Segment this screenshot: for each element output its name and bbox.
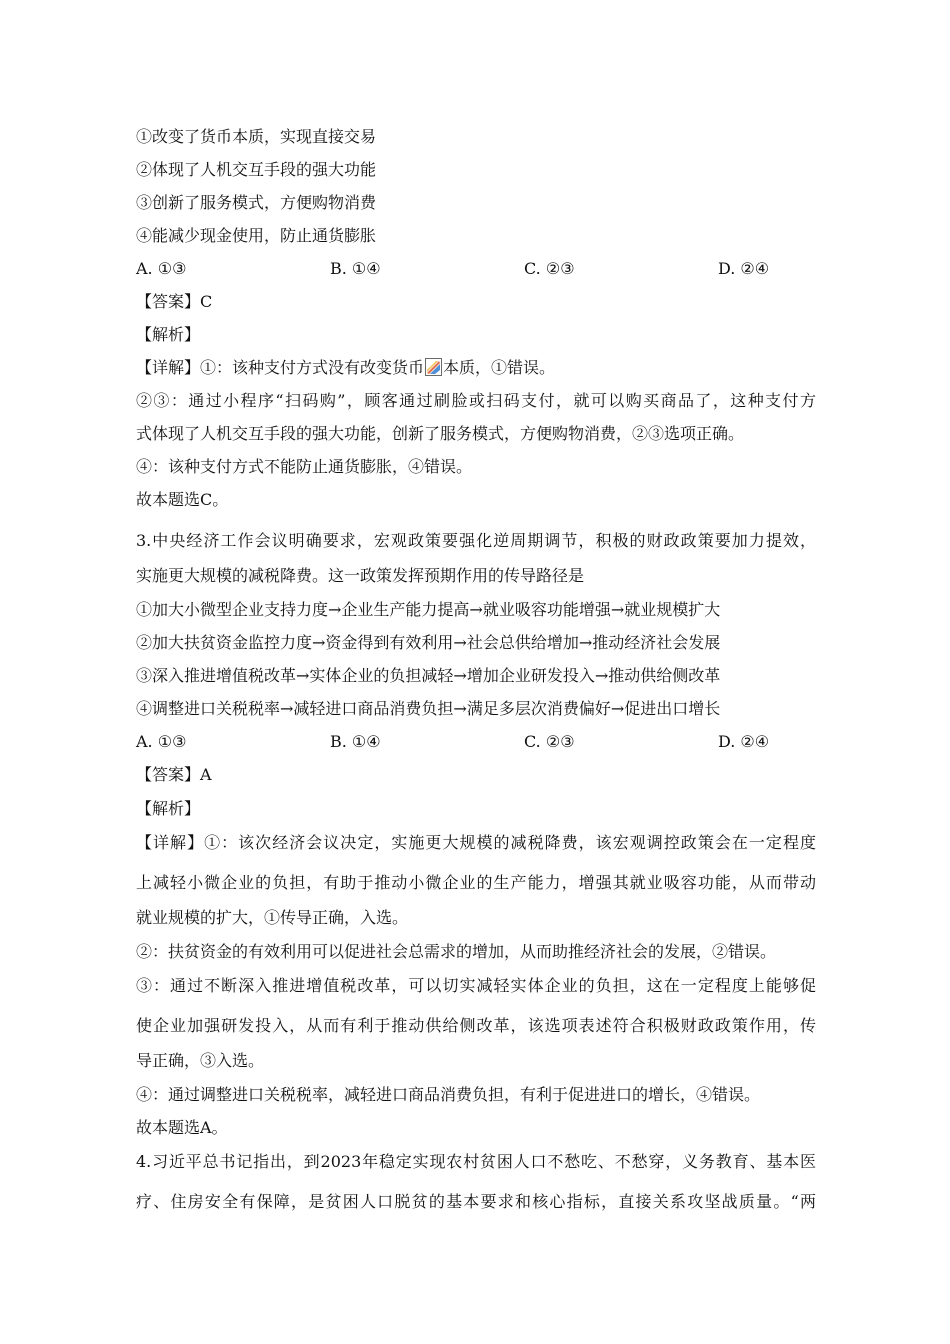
q3-option-b: B. ①④ [330,732,381,751]
q2-option-a: A. ①③ [136,259,187,278]
q3-detail-3-line2: 使企业加强研发投入，从而有利于推动供给侧改革，该选项表述符合积极财政政策作用，传 [136,1016,816,1035]
q3-conclusion: 故本题选A。 [136,1118,228,1137]
q2-detail-1b: 本质，①错误。 [443,358,556,377]
q3-analysis-title: 【解析】 [136,799,201,818]
q3-stem-line1: 3.中央经济工作会议明确要求，宏观政策要强化逆周期调节，积极的财政政策要加力提效， [136,531,816,550]
q2-statement-2: ②体现了人机交互手段的强大功能 [136,160,377,179]
q3-answer: 【答案】A [136,765,212,784]
q2-conclusion: 故本题选C。 [136,490,229,509]
q3-statement-2: ②加大扶贫资金监控力度→资金得到有效利用→社会总供给增加→推动经济社会发展 [136,633,721,652]
q3-stem-line2: 实施更大规模的减税降费。这一政策发挥预期作用的传导路径是 [136,566,585,585]
q2-statement-4: ④能减少现金使用，防止通货膨胀 [136,226,377,245]
q3-detail-4: ④：通过调整进口关税税率，减轻进口商品消费负担，有利于促进进口的增长，④错误。 [136,1085,761,1104]
q3-detail-3-line3: 导正确，③入选。 [136,1051,265,1070]
q3-detail-2: ②：扶贫资金的有效利用可以促进社会总需求的增加，从而助推经济社会的发展，②错误。 [136,942,777,961]
q2-option-c: C. ②③ [524,259,575,278]
q3-detail-1-line1: 【详解】①：该次经济会议决定，实施更大规模的减税降费，该宏观调控政策会在一定程度 [136,833,816,852]
q2-option-d: D. ②④ [718,259,770,278]
q2-detail-3: ④：该种支付方式不能防止通货膨胀，④错误。 [136,457,473,476]
q3-option-c: C. ②③ [524,732,575,751]
q3-option-a: A. ①③ [136,732,187,751]
q3-detail-1-line2: 上减轻小微企业的负担，有助于推动小微企业的生产能力，增强其就业吸容功能，从而带动 [136,873,816,892]
q2-answer: 【答案】C [136,292,213,311]
q2-option-b: B. ①④ [330,259,381,278]
q3-detail-3-line1: ③：通过不断深入推进增值税改革，可以切实减轻实体企业的负担，这在一定程度上能够促 [136,976,816,995]
q2-analysis-title: 【解析】 [136,325,201,344]
q2-statement-1: ①改变了货币本质，实现直接交易 [136,127,377,146]
q4-stem-line2: 疗、住房安全有保障，是贫困人口脱贫的基本要求和核心指标，直接关系攻坚战质量。“两 [136,1192,816,1211]
q3-statement-3: ③深入推进增值税改革→实体企业的负担减轻→增加企业研发投入→推动供给侧改革 [136,666,721,685]
q3-statement-4: ④调整进口关税税率→减轻进口商品消费负担→满足多层次消费偏好→促进出口增长 [136,699,721,718]
q3-statement-1: ①加大小微型企业支持力度→企业生产能力提高→就业吸容功能增强→就业规模扩大 [136,600,721,619]
q2-detail-2-line1: ②③：通过小程序“扫码购”，顾客通过刷脸或扫码支付，就可以购买商品了，这种支付方 [136,391,816,410]
q2-statement-3: ③创新了服务模式，方便购物消费 [136,193,377,212]
q4-stem-line1: 4.习近平总书记指出，到2023年稳定实现农村贫困人口不愁吃、不愁穿，义务教育、基本医 [136,1152,816,1171]
q3-detail-1-line3: 就业规模的扩大，①传导正确，入选。 [136,908,409,927]
broken-image-icon [425,358,442,376]
q2-detail-2-line2: 式体现了人机交互手段的强大功能，创新了服务模式，方便购物消费，②③选项正确。 [136,424,745,443]
q3-option-d: D. ②④ [718,732,770,751]
q2-detail-1a: 【详解】①：该种支付方式没有改变货币 [136,358,425,377]
q2-detail-1 [136,357,555,379]
